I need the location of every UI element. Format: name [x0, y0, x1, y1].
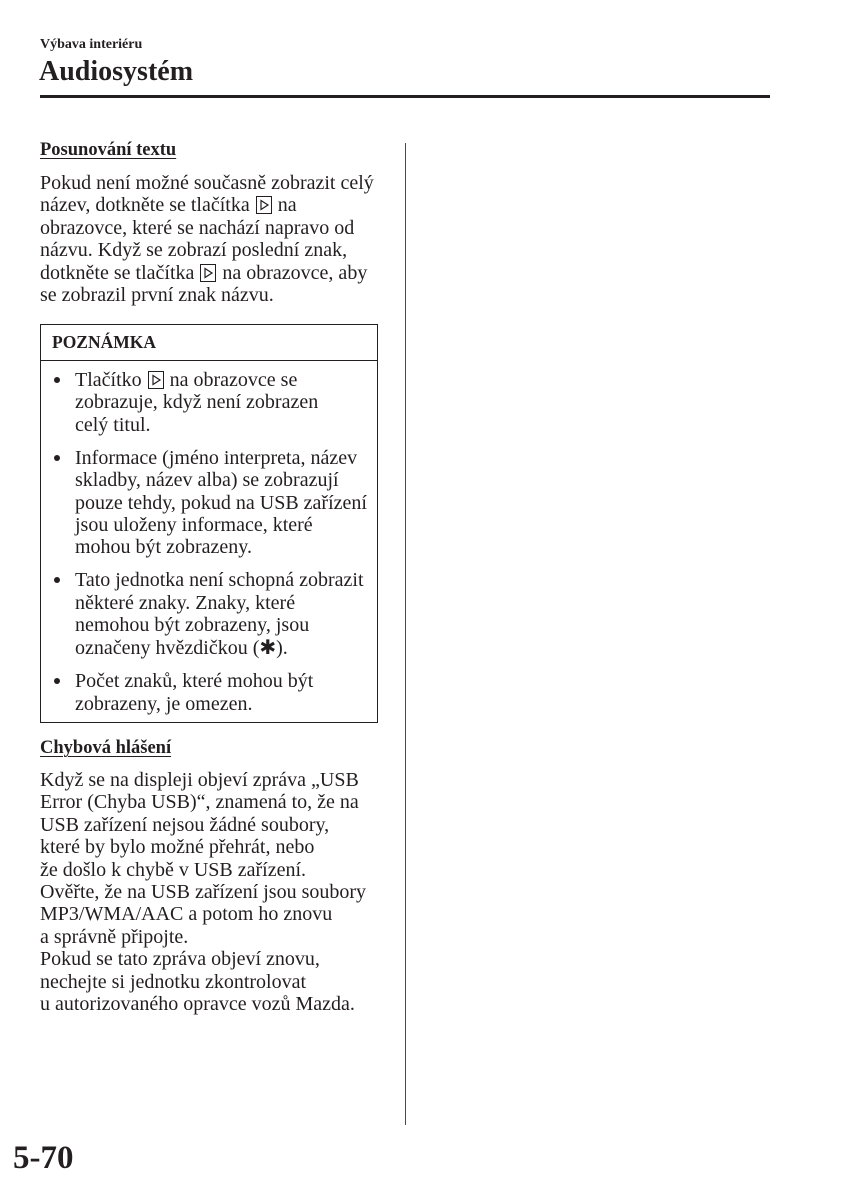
text-line: MP3/WMA/AAC a potom ho znovu	[40, 903, 333, 926]
text-line: Error (Chyba USB)“, znamená to, že na	[40, 791, 359, 814]
text-segment: dotkněte se tlačítka	[40, 261, 200, 284]
text-line: zobrazeny, je omezen.	[75, 692, 253, 715]
text-line: u autorizovaného opravce vozů Mazda.	[40, 993, 355, 1016]
note-item	[41, 447, 377, 559]
bullet-dot	[54, 455, 60, 461]
text-line: Pokud se tato zpráva objeví znovu,	[40, 948, 320, 971]
error-messages-heading: Chybová hlášení	[40, 738, 172, 758]
column-divider	[405, 143, 406, 1125]
text-segment: označeny hvězdičkou (	[75, 637, 260, 660]
right-triangle-button-icon	[148, 371, 164, 389]
text-line: které by bylo možné přehrát, nebo	[40, 836, 315, 859]
text-line: nemohou být zobrazeny, jsou	[75, 614, 310, 637]
asterisk-symbol: ✱	[259, 635, 277, 660]
text-line: zobrazuje, když není zobrazen	[75, 391, 319, 414]
text-segment: ).	[276, 637, 288, 660]
text-line: Pokud není možné současně zobrazit celý	[40, 172, 374, 194]
text-line: USB zařízení nejsou žádné soubory,	[40, 813, 330, 836]
text-line	[40, 262, 374, 284]
error-messages-paragraph	[40, 769, 366, 1015]
text-segment: na	[272, 194, 297, 217]
text-line: Informace (jméno interpreta, název	[75, 446, 358, 469]
note-label: POZNÁMKA	[41, 325, 377, 361]
text-segment: na obrazovce, aby	[217, 261, 368, 284]
text-line: nechejte si jednotku zkontrolovat	[40, 970, 307, 993]
bullet-dot	[54, 678, 60, 684]
page-title: Audiosystém	[39, 56, 194, 87]
text-line: Když se na displeji objeví zpráva „USB	[40, 769, 359, 791]
note-item	[41, 569, 377, 660]
text-line: názvu. Když se zobrazí poslední znak,	[40, 239, 348, 262]
text-line	[75, 636, 377, 659]
title-rule	[40, 95, 770, 98]
text-line: Ověřte, že na USB zařízení jsou soubory	[40, 881, 367, 904]
text-line: a správně připojte.	[40, 925, 189, 948]
bullet-dot	[54, 377, 60, 383]
bullet-dot	[54, 577, 60, 583]
text-line: celý titul.	[75, 413, 151, 436]
note-item	[41, 670, 377, 715]
text-segment: na obrazovce se	[164, 369, 298, 391]
text-line: Tato jednotka není schopná zobrazit	[75, 569, 364, 592]
note-item	[41, 369, 377, 436]
note-list	[41, 361, 377, 722]
page-number: 5-70	[13, 1140, 74, 1176]
right-triangle-button-icon	[200, 264, 216, 282]
text-line: Počet znaků, které mohou být	[75, 670, 314, 693]
chapter-label: Výbava interiéru	[40, 37, 143, 52]
scroll-text-paragraph	[40, 172, 374, 306]
text-line: se zobrazil první znak názvu.	[40, 284, 274, 307]
text-line: skladby, název alba) se zobrazují	[75, 469, 339, 492]
text-line: obrazovce, které se nachází napravo od	[40, 216, 355, 239]
text-line: že došlo k chybě v USB zařízení.	[40, 858, 307, 881]
text-line: jsou uloženy informace, které	[75, 513, 313, 536]
text-line	[75, 369, 377, 391]
scroll-text-heading: Posunování textu	[40, 140, 177, 160]
note-box	[40, 324, 378, 723]
text-line: mohou být zobrazeny.	[75, 536, 252, 559]
text-line: některé znaky. Znaky, které	[75, 591, 296, 614]
text-line: pouze tehdy, pokud na USB zařízení	[75, 491, 367, 514]
text-segment: název, dotkněte se tlačítka	[40, 194, 255, 217]
right-triangle-button-icon	[256, 196, 272, 214]
text-line	[40, 194, 374, 216]
text-segment: Tlačítko	[75, 369, 147, 391]
